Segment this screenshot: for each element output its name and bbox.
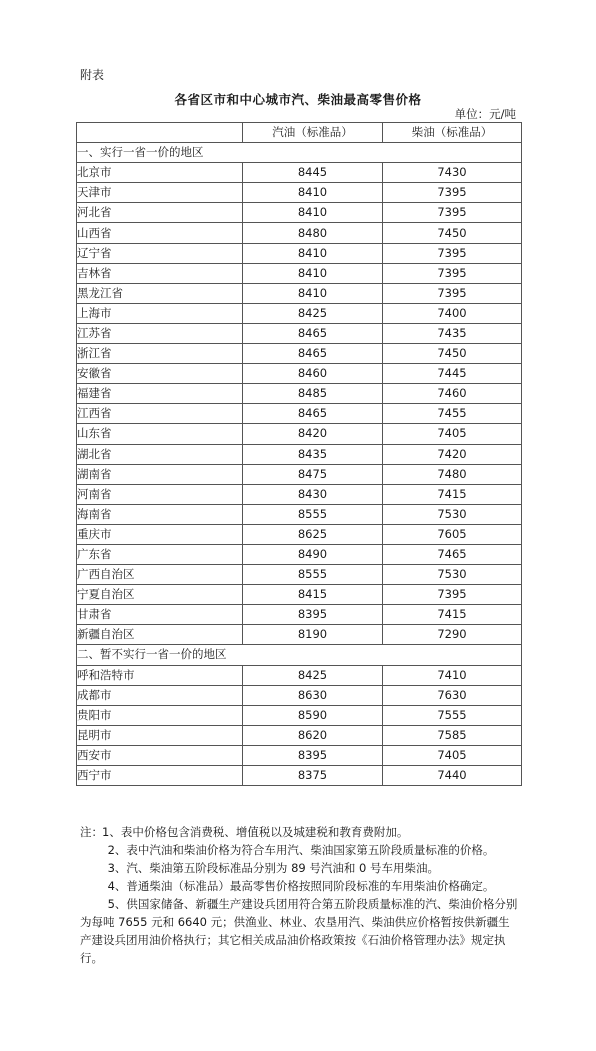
gasoline-price-cell: 8590 [243, 705, 383, 725]
diesel-price-cell: 7400 [383, 303, 522, 323]
diesel-price-cell: 7415 [383, 484, 522, 504]
diesel-price-cell: 7480 [383, 464, 522, 484]
gasoline-price-cell: 8555 [243, 565, 383, 585]
diesel-price-cell: 7290 [383, 625, 522, 645]
diesel-price-cell: 7405 [383, 424, 522, 444]
table-row [77, 243, 522, 263]
table-body [77, 143, 522, 786]
diesel-price-cell: 7415 [383, 605, 522, 625]
gasoline-price-cell: 8420 [243, 424, 383, 444]
header-diesel: 柴油（标准品） [383, 123, 522, 143]
table-row [77, 565, 522, 585]
section-row [77, 143, 522, 163]
diesel-price-cell: 7395 [383, 203, 522, 223]
region-name-cell: 山东省 [77, 424, 243, 444]
diesel-price-cell: 7395 [383, 183, 522, 203]
table-row [77, 585, 522, 605]
diesel-price-cell: 7455 [383, 404, 522, 424]
gasoline-price-cell: 8425 [243, 665, 383, 685]
diesel-price-cell: 7450 [383, 344, 522, 364]
diesel-price-cell: 7630 [383, 685, 522, 705]
price-table [76, 122, 522, 786]
gasoline-price-cell: 8190 [243, 625, 383, 645]
table-row [77, 705, 522, 725]
region-name-cell: 吉林省 [77, 263, 243, 283]
region-name-cell: 福建省 [77, 384, 243, 404]
gasoline-price-cell: 8445 [243, 163, 383, 183]
notes-label: 注： [80, 825, 103, 839]
region-name-cell: 贵阳市 [77, 705, 243, 725]
table-row [77, 464, 522, 484]
region-name-cell: 广东省 [77, 544, 243, 564]
region-name-cell: 甘肃省 [77, 605, 243, 625]
gasoline-price-cell: 8375 [243, 766, 383, 786]
diesel-price-cell: 7395 [383, 585, 522, 605]
region-name-cell: 河北省 [77, 203, 243, 223]
table-row [77, 544, 522, 564]
table-row [77, 665, 522, 685]
diesel-price-cell: 7430 [383, 163, 522, 183]
table-row [77, 203, 522, 223]
gasoline-price-cell: 8490 [243, 544, 383, 564]
header-region [77, 123, 243, 143]
diesel-price-cell: 7585 [383, 725, 522, 745]
region-name-cell: 天津市 [77, 183, 243, 203]
diesel-price-cell: 7405 [383, 745, 522, 765]
table-row [77, 323, 522, 343]
region-name-cell: 湖南省 [77, 464, 243, 484]
region-name-cell: 湖北省 [77, 444, 243, 464]
gasoline-price-cell: 8480 [243, 223, 383, 243]
note-item: 2、表中汽油和柴油价格为符合车用汽、柴油国家第五阶段质量标准的价格。 [107, 843, 495, 857]
gasoline-price-cell: 8395 [243, 605, 383, 625]
document-title: 各省区市和中心城市汽、柴油最高零售价格 [174, 92, 422, 107]
gasoline-price-cell: 8465 [243, 323, 383, 343]
diesel-price-cell: 7410 [383, 665, 522, 685]
gasoline-price-cell: 8465 [243, 404, 383, 424]
note-item: 5、供国家储备、新疆生产建设兵团用符合第五阶段质量标准的汽、柴油价格分别为每吨 7655 元和 6640 元；供渔业、林业、农垦用汽、柴油供应价格暂按供新疆生产建设兵团用油价格执行；其它相关成品油价格政策按《石油价格管理办法》规定执行。 [80, 897, 518, 965]
gasoline-price-cell: 8435 [243, 444, 383, 464]
notes-section [80, 823, 520, 967]
region-name-cell: 新疆自治区 [77, 625, 243, 645]
table-row [77, 223, 522, 243]
diesel-price-cell: 7395 [383, 283, 522, 303]
header-gasoline: 汽油（标准品） [243, 123, 383, 143]
table-row [77, 404, 522, 424]
appendix-label: 附表 [80, 68, 105, 82]
region-name-cell: 呼和浩特市 [77, 665, 243, 685]
table-row [77, 263, 522, 283]
region-name-cell: 上海市 [77, 303, 243, 323]
table-row [77, 484, 522, 504]
diesel-price-cell: 7605 [383, 524, 522, 544]
table-row [77, 364, 522, 384]
region-name-cell: 安徽省 [77, 364, 243, 384]
note-item [80, 823, 520, 841]
table-row [77, 504, 522, 524]
table-row [77, 605, 522, 625]
table-row [77, 303, 522, 323]
gasoline-price-cell: 8555 [243, 504, 383, 524]
note-item: 4、普通柴油（标准品）最高零售价格按照同阶段标准的车用柴油价格确定。 [107, 879, 495, 893]
gasoline-price-cell: 8410 [243, 283, 383, 303]
diesel-price-cell: 7530 [383, 565, 522, 585]
diesel-price-cell: 7460 [383, 384, 522, 404]
unit-label: 单位：元/吨 [454, 107, 516, 121]
region-name-cell: 昆明市 [77, 725, 243, 745]
section-label: 一、实行一省一价的地区 [77, 143, 522, 163]
diesel-price-cell: 7435 [383, 323, 522, 343]
region-name-cell: 河南省 [77, 484, 243, 504]
diesel-price-cell: 7420 [383, 444, 522, 464]
table-row [77, 384, 522, 404]
region-name-cell: 西安市 [77, 745, 243, 765]
gasoline-price-cell: 8410 [243, 203, 383, 223]
gasoline-price-cell: 8620 [243, 725, 383, 745]
table-header-row [77, 123, 522, 143]
table-row [77, 625, 522, 645]
gasoline-price-cell: 8430 [243, 484, 383, 504]
gasoline-price-cell: 8410 [243, 243, 383, 263]
region-name-cell: 海南省 [77, 504, 243, 524]
region-name-cell: 浙江省 [77, 344, 243, 364]
region-name-cell: 重庆市 [77, 524, 243, 544]
table-row [77, 283, 522, 303]
table-row [77, 766, 522, 786]
section-label: 二、暂不实行一省一价的地区 [77, 645, 522, 665]
region-name-cell: 辽宁省 [77, 243, 243, 263]
region-name-cell: 江苏省 [77, 323, 243, 343]
diesel-price-cell: 7530 [383, 504, 522, 524]
table-row [77, 183, 522, 203]
diesel-price-cell: 7555 [383, 705, 522, 725]
gasoline-price-cell: 8395 [243, 745, 383, 765]
gasoline-price-cell: 8465 [243, 344, 383, 364]
diesel-price-cell: 7395 [383, 263, 522, 283]
gasoline-price-cell: 8410 [243, 263, 383, 283]
gasoline-price-cell: 8625 [243, 524, 383, 544]
diesel-price-cell: 7465 [383, 544, 522, 564]
gasoline-price-cell: 8475 [243, 464, 383, 484]
gasoline-price-cell: 8630 [243, 685, 383, 705]
table-row [77, 725, 522, 745]
gasoline-price-cell: 8485 [243, 384, 383, 404]
diesel-price-cell: 7445 [383, 364, 522, 384]
diesel-price-cell: 7395 [383, 243, 522, 263]
table-row [77, 163, 522, 183]
note-text: 1、表中价格包含消费税、增值税以及城建税和教育费附加。 [102, 825, 409, 839]
gasoline-price-cell: 8415 [243, 585, 383, 605]
table-row [77, 685, 522, 705]
table-row [77, 344, 522, 364]
table-row [77, 745, 522, 765]
table-row [77, 524, 522, 544]
gasoline-price-cell: 8460 [243, 364, 383, 384]
region-name-cell: 西宁市 [77, 766, 243, 786]
region-name-cell: 北京市 [77, 163, 243, 183]
note-item: 3、汽、柴油第五阶段标准品分别为 89 号汽油和 0 号车用柴油。 [107, 861, 439, 875]
gasoline-price-cell: 8425 [243, 303, 383, 323]
table-row [77, 424, 522, 444]
region-name-cell: 广西自治区 [77, 565, 243, 585]
region-name-cell: 宁夏自治区 [77, 585, 243, 605]
table-row [77, 444, 522, 464]
section-row [77, 645, 522, 665]
region-name-cell: 黑龙江省 [77, 283, 243, 303]
diesel-price-cell: 7440 [383, 766, 522, 786]
region-name-cell: 成都市 [77, 685, 243, 705]
diesel-price-cell: 7450 [383, 223, 522, 243]
region-name-cell: 山西省 [77, 223, 243, 243]
gasoline-price-cell: 8410 [243, 183, 383, 203]
region-name-cell: 江西省 [77, 404, 243, 424]
